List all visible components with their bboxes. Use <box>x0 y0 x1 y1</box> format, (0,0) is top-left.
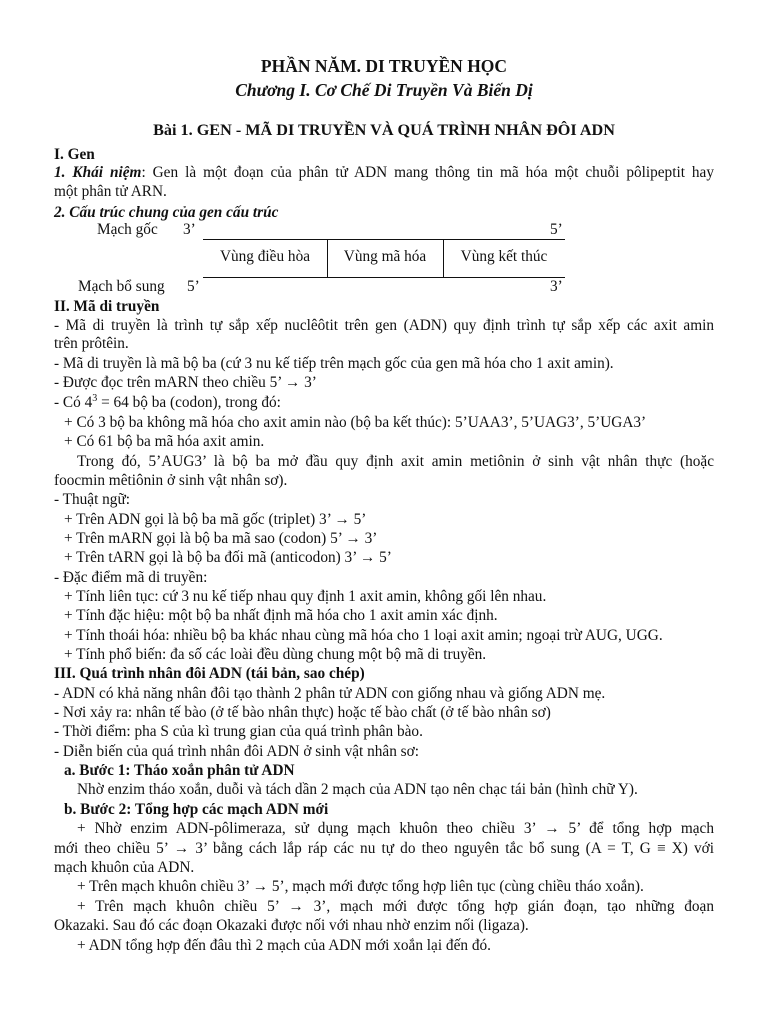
leading-strand-line: + Trên mạch khuôn chiều 3’ → 5’, mạch mới được tổng hợp liên tục (cùng chiều tháo xoắn). <box>77 878 644 895</box>
chapter-title: Chương I. Cơ Chế Di Truyền Và Biến Dị <box>235 80 533 100</box>
triplet-code-line: - Mã di truyền là mã bộ ba (cứ 3 nu kế tiếp trên mạch gốc của gen mã hóa cho 1 axit amin). <box>54 355 614 372</box>
step-2-heading: b. Bước 2: Tổng hợp các mạch ADN mới <box>64 801 329 818</box>
replication-location-line: - Nơi xảy ra: nhân tế bào (ở tế bào nhân thực) hoặc tế bào chất (ở tế bào nhân sơ) <box>54 704 551 721</box>
code-feature-item: + Tính liên tục: cứ 3 nu kế tiếp nhau quy định 1 axit amin, không gối lên nhau. <box>64 588 547 605</box>
regulatory-region-label: Vùng điều hòa <box>219 248 311 265</box>
polymerase-line-1: + Nhờ enzim ADN-pôlimeraza, sử dụng mạch khuôn theo chiều 3’ → 5’ để tổng hợp mạch <box>77 820 714 837</box>
termination-region-label: Vùng kết thúc <box>460 248 548 265</box>
lesson-title: Bài 1. GEN - MÃ DI TRUYỀN VÀ QUÁ TRÌNH NHÂN ĐÔI ADN <box>153 121 615 139</box>
replication-intro-line: - ADN có khả năng nhân đôi tạo thành 2 phân tử ADN con giống nhau và giống ADN mẹ. <box>54 685 606 702</box>
coding-strand-right-end: 3’ <box>550 278 563 295</box>
terminology-item: + Trên tARN gọi là bộ ba đối mã (anticodon) 3’ → 5’ <box>64 549 392 566</box>
template-strand-line <box>203 239 565 240</box>
stop-codons-line: + Có 3 bộ ba không mã hóa cho axit amin nào (bộ ba kết thúc): 5’UAA3’, 5’UAG3’, 5’UGA3’ <box>64 414 647 431</box>
definition-line-1 <box>54 163 714 183</box>
gene-structure-heading: 2. Cấu trúc chung của gen cấu trúc <box>54 204 279 221</box>
sense-codons-line: + Có 61 bộ ba mã hóa axit amin. <box>64 433 265 450</box>
code-feature-item: + Tính đặc hiệu: một bộ ba nhất định mã hóa cho 1 axit amin xác định. <box>64 607 498 624</box>
replication-process-line: - Diễn biến của quá trình nhân đôi ADN ở sinh vật nhân sơ: <box>54 743 419 760</box>
coding-region-label: Vùng mã hóa <box>343 248 427 265</box>
section-3-heading: III. Quá trình nhân đôi ADN (tái bản, sao chép) <box>54 665 365 682</box>
template-strand-label: Mạch gốc <box>97 221 158 238</box>
polymerase-line-2: mới theo chiều 5’ → 3’ bằng cách lắp ráp các nu tự do theo nguyên tắc bổ sung (A = T, G ≡ X) với <box>54 840 714 857</box>
coding-strand-left-end: 5’ <box>187 278 200 295</box>
part-title: PHẦN NĂM. DI TRUYỀN HỌC <box>260 56 508 76</box>
coding-strand-label: Mạch bổ sung <box>78 278 165 295</box>
codon-count-line: - Có $4^3 = 64$ bộ ba (codon), trong đó: <box>54 392 281 411</box>
step-1-heading: a. Bước 1: Tháo xoắn phân tử ADN <box>64 762 295 779</box>
section-1-heading: I. Gen <box>54 146 95 163</box>
genetic-code-definition-line-2: trên prôtêin. <box>54 335 129 352</box>
reading-direction-line: - Được đọc trên mARN theo chiều 5’ → 3’ <box>54 374 317 391</box>
step-1-text: Nhờ enzim tháo xoắn, duỗi và tách dần 2 mạch của ADN tạo nên chạc tái bản (hình chữ Y). <box>77 781 638 798</box>
lagging-strand-line-1: + Trên mạch khuôn chiều 5’ → 3’, mạch mới được tổng hợp gián đoạn, tạo những đoạn <box>77 898 714 915</box>
definition-line-2: một phân tử ARN. <box>54 183 167 200</box>
replication-timing-line: - Thời điểm: pha S của kì trung gian của quá trình phân bào. <box>54 723 423 740</box>
terminology-item: + Trên mARN gọi là bộ ba mã sao (codon) 5’ → 3’ <box>64 530 378 547</box>
polymerase-line-3: mạch khuôn của ADN. <box>54 859 195 876</box>
code-feature-item: + Tính thoái hóa: nhiều bộ ba khác nhau cùng mã hóa cho 1 loại axit amin; ngoại trừ AUG, UGG. <box>64 627 663 644</box>
definition-label: 1. Khái niệm <box>54 164 142 181</box>
coding-strand-line <box>203 277 565 278</box>
section-2-heading: II. Mã di truyền <box>54 298 160 315</box>
rewinding-line: + ADN tổng hợp đến đâu thì 2 mạch của ADN mới xoắn lại đến đó. <box>77 937 491 954</box>
template-strand-left-end: 3’ <box>183 221 196 238</box>
definition-text: : Gen là một đoạn của phân tử ADN mang thông tin mã hóa một chuỗi pôlipeptit hay <box>141 164 714 181</box>
start-codon-line-1: Trong đó, 5’AUG3’ là bộ ba mở đầu quy định axit amin metiônin ở sinh vật nhân thực (hoặc <box>77 453 714 470</box>
terminology-heading: - Thuật ngữ: <box>54 491 130 508</box>
genetic-code-definition-line-1: - Mã di truyền là trình tự sắp xếp nuclêôtit trên gen (ADN) quy định trình tự sắp xếp các axit amin <box>54 317 714 334</box>
code-feature-item: + Tính phổ biến: đa số các loài đều dùng chung một bộ mã di truyền. <box>64 646 487 663</box>
start-codon-line-2: foocmin mêtiônin ở sinh vật nhân sơ). <box>54 472 288 489</box>
codon-count-exponent: 3 <box>92 392 98 404</box>
lagging-strand-line-2: Okazaki. Sau đó các đoạn Okazaki được nối với nhau nhờ enzim nối (ligaza). <box>54 917 529 934</box>
terminology-item: + Trên ADN gọi là bộ ba mã gốc (triplet) 3’ → 5’ <box>64 511 367 528</box>
template-strand-right-end: 5’ <box>550 221 563 238</box>
code-features-heading: - Đặc điểm mã di truyền: <box>54 569 208 586</box>
